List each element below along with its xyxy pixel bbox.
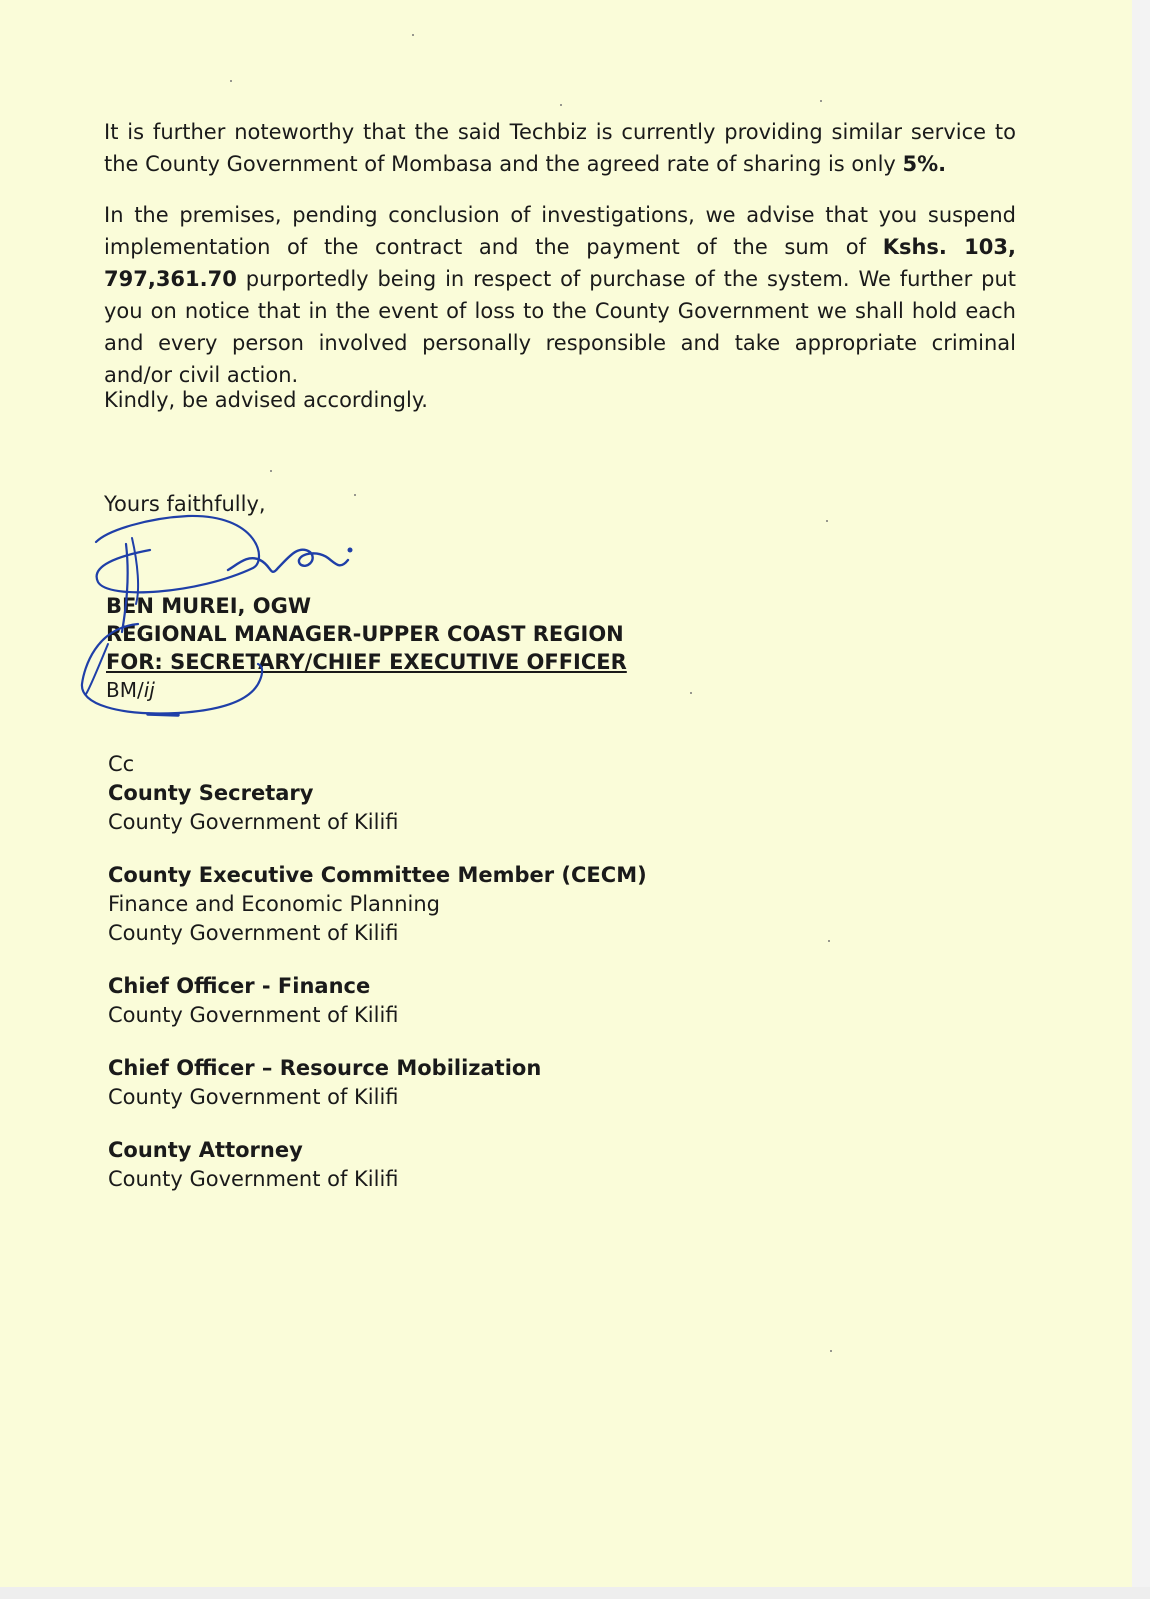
rate-value: 5%. (902, 152, 947, 176)
cc-recipient-line: County Government of Kilifi (108, 1167, 399, 1191)
scan-speck (830, 1350, 832, 1352)
reference-prefix: BM/ (106, 678, 144, 702)
paragraph-techbiz-rate (104, 116, 1016, 180)
scan-speck (560, 104, 562, 106)
cc-recipient-name: County Executive Committee Member (CECM) (108, 863, 647, 887)
signatory-title: REGIONAL MANAGER-UPPER COAST REGION (106, 622, 624, 646)
scan-speck (270, 470, 272, 472)
cc-label: Cc (108, 752, 135, 776)
cc-recipient-line: County Government of Kilifi (108, 1003, 399, 1027)
cc-recipient-line: County Government of Kilifi (108, 1085, 399, 1109)
amount-value: Kshs. 103, 797,361.70 (104, 235, 1016, 291)
scan-edge-right (1132, 0, 1150, 1599)
cc-recipient-line: Finance and Economic Planning (108, 892, 440, 916)
cc-recipient-line: County Government of Kilifi (108, 921, 399, 945)
scan-speck (690, 692, 692, 694)
scan-edge-bottom (0, 1587, 1150, 1599)
cc-recipient-name: Chief Officer – Resource Mobilization (108, 1056, 542, 1080)
scan-speck (826, 520, 828, 522)
reference-suffix: ij (143, 678, 155, 702)
signatory-block (106, 592, 627, 704)
scan-speck (828, 940, 830, 942)
cc-recipient (108, 1136, 647, 1194)
cc-recipient-name: County Attorney (108, 1138, 303, 1162)
paragraph-suspend-advice (104, 199, 1016, 391)
scan-speck (354, 494, 356, 496)
cc-block (108, 750, 647, 1218)
reference-initials (106, 676, 627, 704)
cc-recipient-name: County Secretary (108, 781, 314, 805)
paragraph-text: It is further noteworthy that the said Techbiz is currently providing similar service to the County Government of Mombasa and the agreed rate of sharing is only (104, 120, 1016, 176)
scan-speck (230, 80, 232, 82)
paragraph-text: In the premises, pending conclusion of investigations, we advise that you suspend implementation of the contract and the payment of the sum of (104, 203, 1016, 259)
signatory-name: BEN MUREI, OGW (106, 594, 312, 618)
cc-recipient (108, 861, 647, 948)
signatory-for-line: FOR: SECRETARY/CHIEF EXECUTIVE OFFICER (106, 650, 627, 674)
cc-recipient (108, 1054, 647, 1112)
scan-speck (412, 34, 414, 36)
cc-recipient-name: Chief Officer - Finance (108, 974, 371, 998)
cc-recipient (108, 779, 647, 837)
closing-salutation: Yours faithfully, (104, 492, 266, 516)
paragraph-advised: Kindly, be advised accordingly. (104, 388, 428, 412)
scan-speck (820, 100, 822, 102)
cc-recipient (108, 972, 647, 1030)
paragraph-text: purportedly being in respect of purchase of the system. We further put you on notice that in the event of loss to the County Government we shall hold each and every person involved personally responsible and take appropriate criminal and/or civil action. (104, 267, 1016, 387)
cc-recipient-line: County Government of Kilifi (108, 810, 399, 834)
